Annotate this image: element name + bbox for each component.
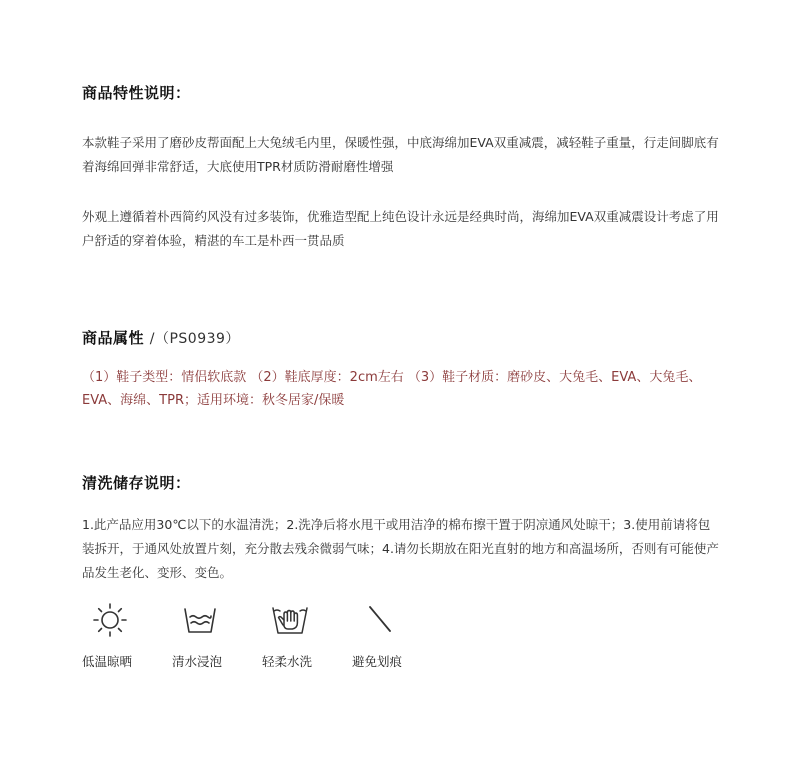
features-paragraph-1: 本款鞋子采用了磨砂皮帮面配上大兔绒毛内里，保暖性强，中底海绵加EVA双重减震，减轻鞋子重量，行走间脚底有着海绵回弹非常舒适，大底使用TPR材质防滑耐磨性增强 xyxy=(82,135,719,174)
sun-icon xyxy=(90,600,130,640)
care-label-sun: 低温晾晒 xyxy=(82,654,133,669)
care-item-sun xyxy=(82,600,172,670)
care-item-scratch xyxy=(352,600,442,670)
features-section xyxy=(82,82,722,253)
features-title: 商品特性说明： xyxy=(82,84,191,102)
attributes-title: 商品属性 xyxy=(82,329,145,347)
care-item-soak xyxy=(172,600,262,670)
attributes-model-code: /（PS0939） xyxy=(149,331,240,347)
care-label-handwash: 轻柔水洗 xyxy=(262,654,313,669)
care-icons-row xyxy=(82,600,442,670)
care-label-soak: 清水浸泡 xyxy=(172,654,223,669)
hand-wash-icon xyxy=(270,600,310,640)
features-paragraph-2: 外观上遵循着朴西简约风没有过多装饰，优雅造型配上纯色设计永远是经典时尚，海绵加EVA双重减震设计考虑了用户舒适的穿着体验，精湛的车工是朴西一贯品质 xyxy=(82,209,719,248)
care-item-handwash xyxy=(262,600,352,670)
care-label-scratch: 避免划痕 xyxy=(352,654,403,669)
attributes-text: （1）鞋子类型：情侣软底款 （2）鞋底厚度：2cm左右 （3）鞋子材质：磨砂皮、大兔毛、EVA、大兔毛、EVA、海绵、TPR；适用环境：秋冬居家/保暖 xyxy=(82,370,702,408)
cleaning-title: 清洗储存说明： xyxy=(82,474,191,492)
scratch-line-icon xyxy=(360,600,400,640)
cleaning-section xyxy=(82,472,722,585)
water-basin-icon xyxy=(180,600,220,640)
attributes-section xyxy=(82,327,722,412)
attributes-title-row xyxy=(82,327,722,348)
cleaning-text: 1.此产品应用30℃以下的水温清洗；2.洗净后将水甩干或用洁净的棉布擦干置于阴凉通风处晾干；3.使用前请将包装拆开，于通风处放置片刻，充分散去残余微弱气味；4.请勿长期放在阳光直射的地方和高温场所，否则有可能使产品发生老化、变形、变色。 xyxy=(82,517,719,580)
